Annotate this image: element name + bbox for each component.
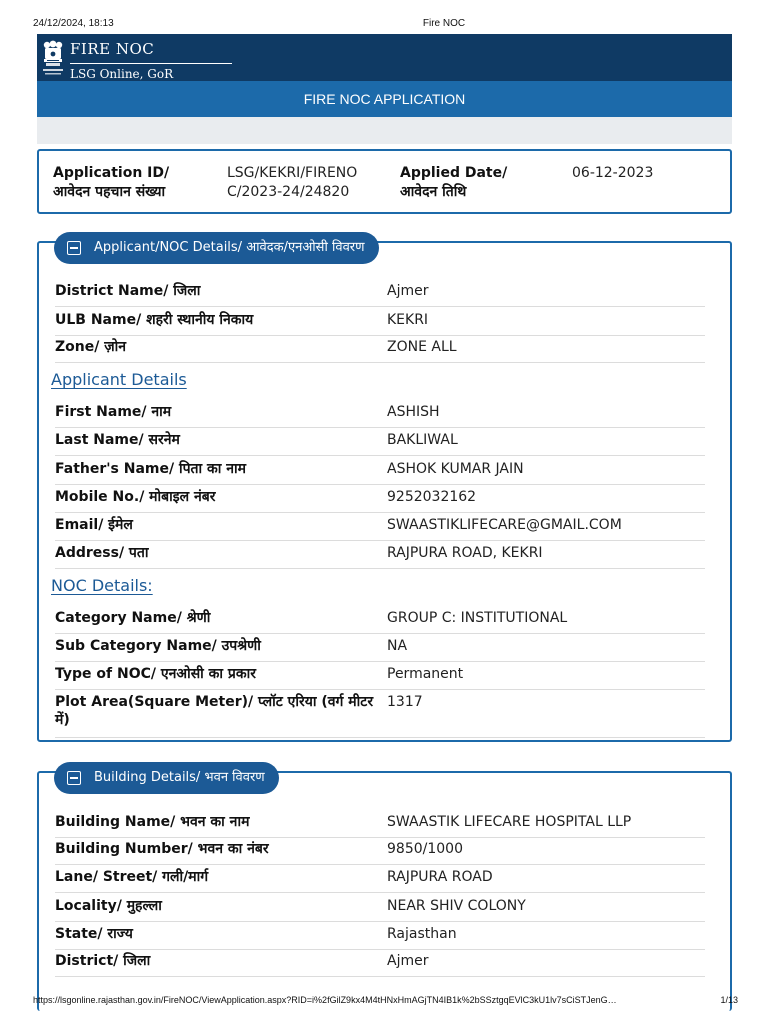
applicant-section-title: Applicant/NOC Details/ आवेदक/एनओसी विवरण <box>94 240 365 255</box>
collapse-minus-icon[interactable] <box>67 771 81 785</box>
table-row: Sub Category Name/ उपश्रेणी NA <box>55 637 705 662</box>
table-row: District/ जिला Ajmer <box>55 952 705 977</box>
table-row: Father's Name/ पिता का नाम ASHOK KUMAR JAIN <box>55 460 705 485</box>
print-page-title: Fire NOC <box>422 18 466 29</box>
table-row: District Name/ जिला Ajmer <box>55 282 705 307</box>
table-row: Lane/ Street/ गली/मार्ग RAJPURA ROAD <box>55 868 705 893</box>
table-row: Building Number/ भवन का नंबर 9850/1000 <box>55 840 705 865</box>
page-number: 1/13 <box>720 995 738 1005</box>
brand-bar <box>37 34 732 81</box>
application-summary <box>37 149 732 214</box>
building-section-title: Building Details/ भवन विवरण <box>94 770 265 785</box>
table-row: Plot Area(Square Meter)/ प्लॉट एरिया (वर्ग मीटर में) 1317 <box>55 693 705 738</box>
table-row: First Name/ नाम ASHISH <box>55 403 705 428</box>
table-row: Type of NOC/ एनओसी का प्रकार Permanent <box>55 665 705 690</box>
spacer-band <box>37 117 732 144</box>
brand-divider <box>70 63 232 64</box>
state-emblem-icon <box>41 39 65 77</box>
application-id-value: LSG/KEKRI/FIRENO C/2023-24/24820 <box>227 165 358 200</box>
brand-subtitle: LSG Online, GoR <box>70 67 174 81</box>
table-row: Email/ ईमेल SWAASTIKLIFECARE@GMAIL.COM <box>55 516 705 541</box>
application-id-label: Application ID/ आवेदन पहचान संख्या <box>53 165 170 200</box>
table-row: Category Name/ श्रेणी GROUP C: INSTITUTIONAL <box>55 609 705 634</box>
table-row: Building Name/ भवन का नाम SWAASTIK LIFECARE HOSPITAL LLP <box>55 813 705 838</box>
table-row: Locality/ मुहल्ला NEAR SHIV COLONY <box>55 897 705 922</box>
applied-date-value: 06-12-2023 <box>572 165 654 181</box>
print-url: https://lsgonline.rajasthan.gov.in/FireNOC/ViewApplication.aspx?RID=i%2fGilZ9kx4M4tHNxHmAGjTN4IB1k%2bSSztgqEVlC3kU1lv7sCiSTJenG… <box>33 995 617 1005</box>
table-row: Last Name/ सरनेम BAKLIWAL <box>55 431 705 456</box>
applicant-details-heading: Applicant Details <box>51 370 187 389</box>
brand-title: FIRE NOC <box>70 40 155 58</box>
building-details-section <box>37 771 732 1011</box>
table-row: Mobile No./ मोबाइल नंबर 9252032162 <box>55 488 705 513</box>
print-header <box>0 15 768 31</box>
noc-details-heading: NOC Details: <box>51 576 153 595</box>
applicant-noc-section <box>37 241 732 742</box>
table-row: Zone/ ज़ोन ZONE ALL <box>55 338 705 363</box>
print-footer <box>0 994 768 1008</box>
table-row: State/ राज्य Rajasthan <box>55 925 705 950</box>
applicant-section-toggle[interactable] <box>54 232 379 264</box>
building-section-toggle[interactable] <box>54 762 279 794</box>
applied-date-label: Applied Date/ आवेदन तिथि <box>400 165 508 200</box>
table-row: Address/ पता RAJPURA ROAD, KEKRI <box>55 544 705 569</box>
table-row: ULB Name/ शहरी स्थानीय निकाय KEKRI <box>55 311 705 336</box>
print-timestamp: 24/12/2024, 18:13 <box>33 18 114 29</box>
collapse-minus-icon[interactable] <box>67 241 81 255</box>
page-title: FIRE NOC APPLICATION <box>37 81 732 117</box>
